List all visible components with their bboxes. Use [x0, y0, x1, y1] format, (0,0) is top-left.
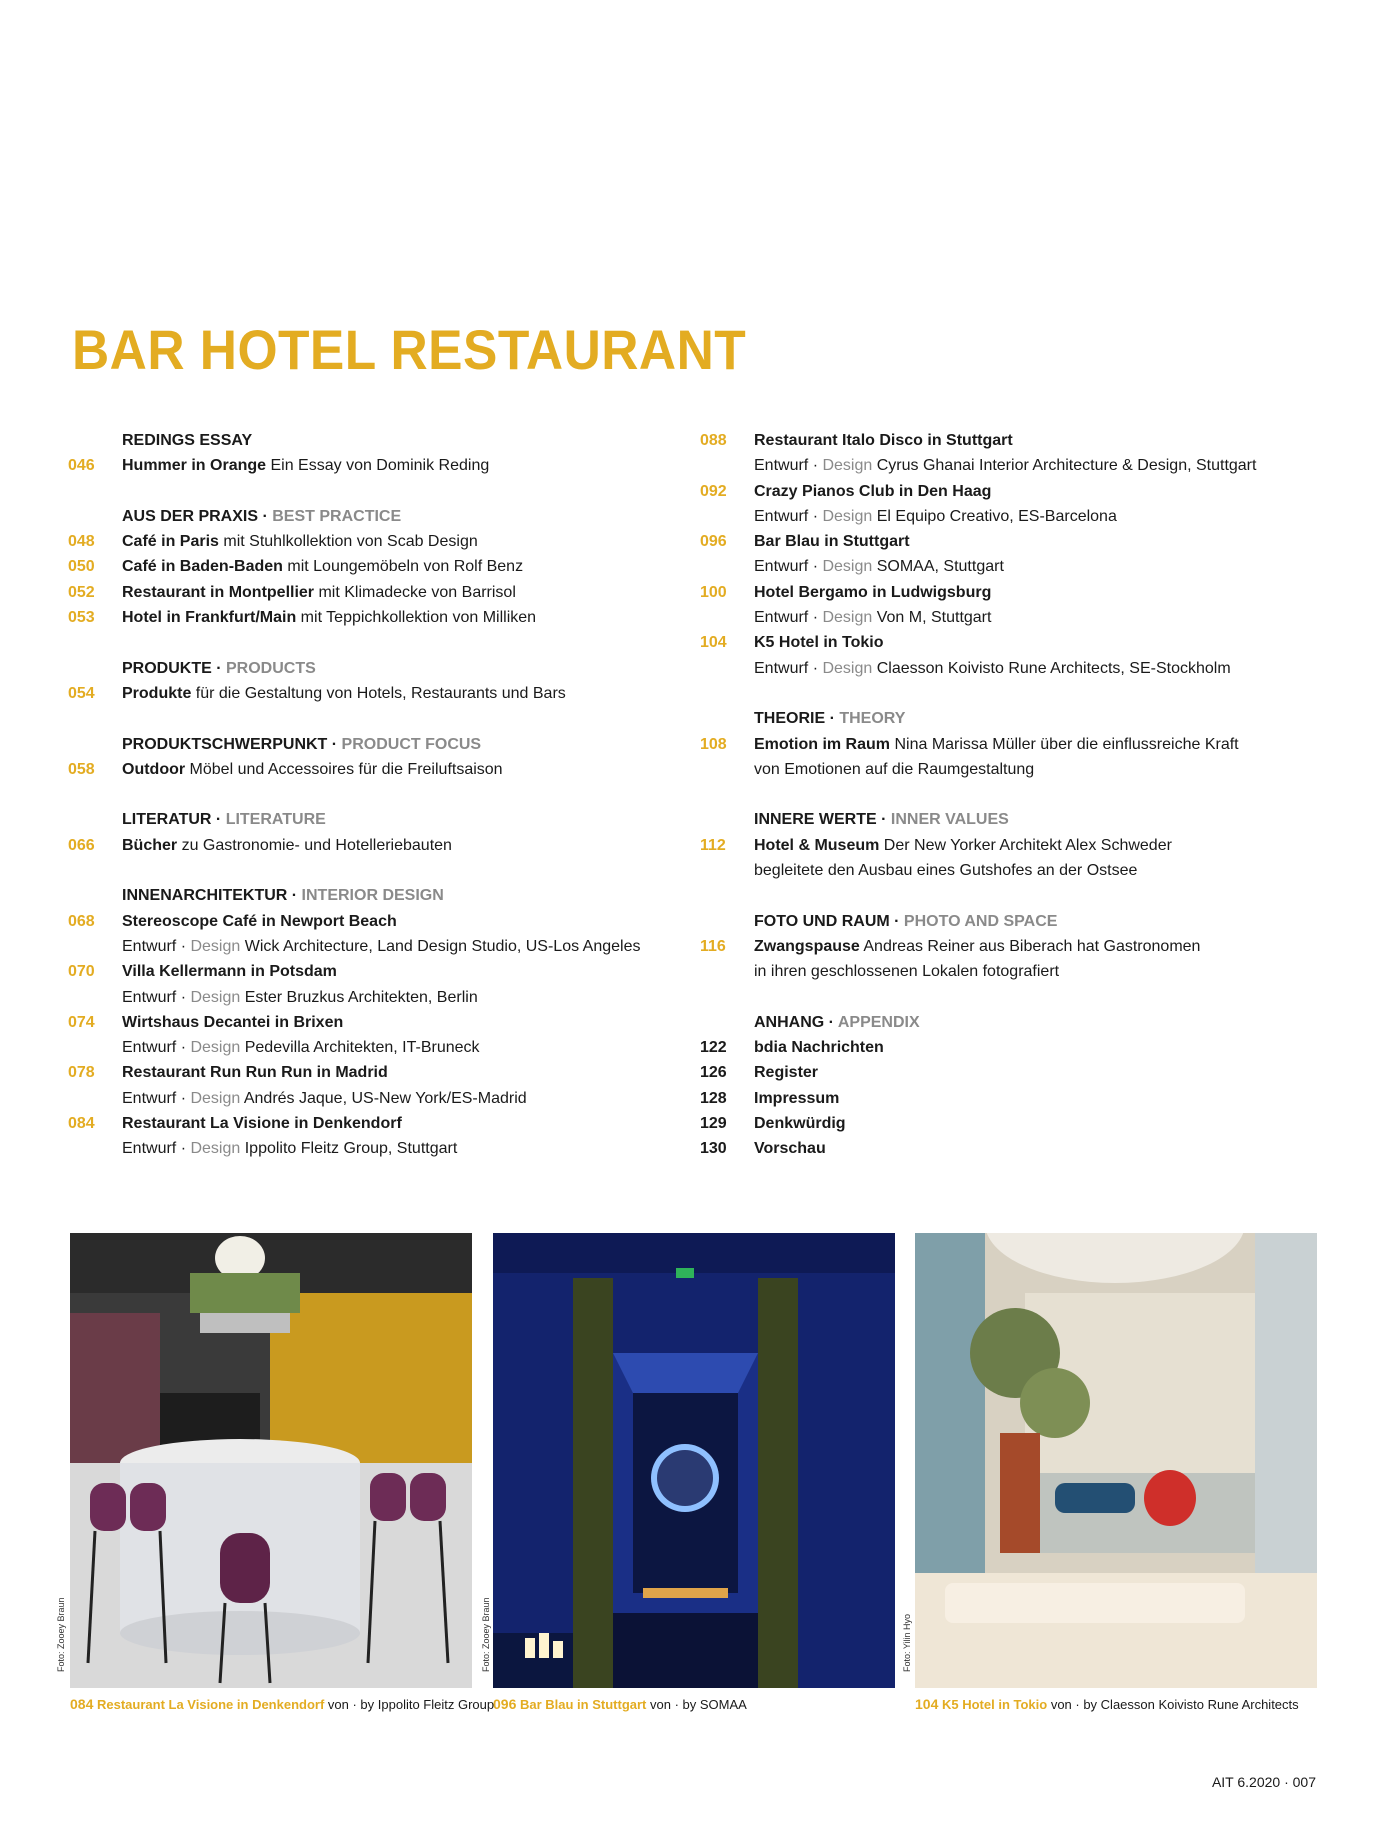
entwurf-label: Entwurf: [754, 558, 809, 576]
toc-entry-text: [122, 554, 523, 579]
caption-number: 104: [915, 1696, 939, 1712]
separator: ·: [258, 507, 273, 525]
toc-design-credit: [700, 453, 1340, 478]
separator: ·: [808, 659, 823, 677]
page-number: 116: [700, 937, 726, 955]
toc-entry: [68, 453, 668, 478]
toc-design-credit: [700, 656, 1340, 681]
photo-caption: [70, 1696, 494, 1712]
page-number: 048: [68, 533, 95, 551]
design-label: Design: [822, 609, 873, 627]
toc-entry-text: [754, 529, 910, 554]
section-heading-text: [754, 909, 1057, 934]
entwurf-label: Entwurf: [122, 1140, 177, 1158]
toc-entry: [700, 1086, 1340, 1111]
continuation-text: in ihren geschlossenen Lokalen fotografiert: [754, 963, 1060, 981]
section-heading: [68, 807, 668, 832]
section-heading-text: [122, 656, 316, 681]
page-number: 053: [68, 609, 95, 627]
spacer: [68, 630, 668, 655]
section-title-de: REDINGS ESSAY: [122, 432, 253, 449]
entry-title: Register: [754, 1064, 819, 1082]
entry-title: Vorschau: [754, 1140, 826, 1158]
entry-title: Hotel & Museum: [754, 836, 880, 854]
toc-entry: [700, 833, 1340, 858]
caption-number: 084: [70, 1696, 94, 1712]
separator: ·: [211, 659, 226, 677]
toc-entry-text: [754, 428, 1013, 453]
section-heading: [700, 807, 1340, 832]
section-title-en: PHOTO AND SPACE: [903, 912, 1058, 930]
page-number: 050: [68, 558, 95, 576]
caption-description: von · by Ippolito Fleitz Group: [324, 1697, 495, 1712]
entry-title: Produkte: [122, 684, 192, 702]
toc-entry-text: [754, 1035, 884, 1060]
toc-entry-text: [754, 732, 1239, 757]
entry-title: Hotel in Frankfurt/Main: [122, 609, 297, 627]
entry-title: Stereoscope Café in Newport Beach: [122, 912, 397, 930]
design-credit-text: [122, 985, 478, 1010]
toc-design-credit: [700, 504, 1340, 529]
toc-entry: [68, 1060, 668, 1085]
design-label: Design: [190, 1039, 241, 1057]
page-number: 130: [700, 1140, 727, 1158]
page-number: 058: [68, 760, 95, 778]
separator: ·: [176, 937, 191, 955]
section-heading-text: [122, 732, 481, 757]
toc-entry: [68, 529, 668, 554]
entry-title: Café in Paris: [122, 533, 219, 551]
entry-description: Der New Yorker Architekt Alex Schweder: [879, 836, 1172, 854]
design-credit-text: [754, 605, 991, 630]
designer-name: El Equipo Creativo, ES-Barcelona: [872, 507, 1117, 525]
toc-entry-text: [122, 833, 452, 858]
entry-title: Restaurant in Montpellier: [122, 583, 315, 601]
toc-entry-text: [754, 580, 991, 605]
entry-title: K5 Hotel in Tokio: [754, 634, 884, 652]
entry-description: Ein Essay von Dominik Reding: [266, 457, 490, 475]
spacer: [68, 706, 668, 731]
entry-description: zu Gastronomie- und Hotelleriebauten: [177, 836, 452, 854]
design-label: Design: [822, 659, 873, 677]
section-title-en: INTERIOR DESIGN: [301, 887, 444, 905]
design-label: Design: [190, 1089, 241, 1107]
page-number: 074: [68, 1013, 95, 1031]
section-title-de: AUS DER PRAXIS: [122, 507, 259, 525]
separator: ·: [889, 912, 904, 930]
entry-description: Andreas Reiner aus Biberach hat Gastronomen: [859, 937, 1201, 955]
section-heading-text: [122, 428, 252, 453]
caption-number: 096: [493, 1696, 517, 1712]
toc-left-column: [68, 428, 668, 1162]
page-title: BAR HOTEL RESTAURANT: [72, 318, 747, 381]
page-number: 068: [68, 912, 95, 930]
design-label: Design: [822, 457, 873, 475]
toc-entry-text: [122, 959, 337, 984]
caption-title: Restaurant La Visione in Denkendorf: [96, 1697, 325, 1712]
separator: ·: [876, 811, 891, 829]
separator: ·: [176, 1039, 191, 1057]
entry-description: mit Teppichkollektion von Milliken: [296, 609, 537, 627]
entry-title: Restaurant Italo Disco in Stuttgart: [754, 432, 1013, 449]
design-label: Design: [822, 558, 873, 576]
page-number: 092: [700, 482, 727, 500]
toc-design-credit: [700, 605, 1340, 630]
toc-entry-continuation: [700, 757, 1340, 782]
entry-description: mit Loungemöbeln von Rolf Benz: [282, 558, 524, 576]
toc-entry: [68, 605, 668, 630]
toc-entry-text: [122, 580, 516, 605]
entry-title: Restaurant Run Run Run in Madrid: [122, 1064, 388, 1082]
section-heading: [68, 428, 668, 453]
separator: ·: [808, 558, 823, 576]
page-number: 104: [700, 634, 727, 652]
entry-title: Outdoor: [122, 760, 186, 778]
toc-design-credit: [68, 934, 668, 959]
section-title-de: LITERATUR: [122, 811, 212, 829]
page-number: 100: [700, 583, 727, 601]
toc-design-credit: [68, 1136, 668, 1161]
toc-entry-text: [754, 1086, 839, 1111]
toc-entry-text: [754, 1060, 818, 1085]
entry-title: Crazy Pianos Club in Den Haag: [754, 482, 992, 500]
entwurf-label: Entwurf: [122, 1039, 177, 1057]
toc-entry-text: [122, 529, 478, 554]
page-number: 122: [700, 1039, 727, 1057]
separator: ·: [808, 457, 823, 475]
designer-name: SOMAA, Stuttgart: [872, 558, 1004, 576]
page-number: 066: [68, 836, 95, 854]
section-title-de: INNERE WERTE: [754, 811, 877, 829]
section-title-de: INNENARCHITEKTUR: [122, 887, 288, 905]
section-heading: [68, 656, 668, 681]
page-number: 128: [700, 1089, 727, 1107]
toc-design-credit: [68, 1086, 668, 1111]
section-heading-text: [754, 1010, 920, 1035]
photo-credit: Foto: Yilin Hyo: [902, 1613, 912, 1672]
spacer: [700, 782, 1340, 807]
entry-description: mit Klimadecke von Barrisol: [314, 583, 516, 601]
entry-title: Wirtshaus Decantei in Brixen: [122, 1013, 344, 1031]
entry-title: Denkwürdig: [754, 1115, 846, 1133]
design-label: Design: [190, 1140, 241, 1158]
page-number: 129: [700, 1115, 727, 1133]
toc-entry: [700, 732, 1340, 757]
entry-title: Restaurant La Visione in Denkendorf: [122, 1115, 402, 1133]
toc-design-credit: [68, 1035, 668, 1060]
design-label: Design: [822, 507, 873, 525]
toc-entry: [700, 1111, 1340, 1136]
separator: ·: [808, 609, 823, 627]
page-number: 096: [700, 533, 727, 551]
photo-restaurant-la-visione: [70, 1233, 472, 1688]
designer-name: Pedevilla Architekten, IT-Bruneck: [240, 1039, 480, 1057]
toc-entry-text: [754, 833, 1172, 858]
toc-entry: [68, 833, 668, 858]
toc-entry: [68, 757, 668, 782]
page-footer: AIT 6.2020 · 007: [1211, 1774, 1316, 1790]
toc-design-credit: [68, 985, 668, 1010]
design-credit-text: [122, 1086, 527, 1111]
section-heading: [68, 504, 668, 529]
caption-title: K5 Hotel in Tokio: [941, 1697, 1048, 1712]
design-credit-text: [754, 656, 1231, 681]
caption-description: von · by SOMAA: [646, 1697, 747, 1712]
section-heading-text: [754, 706, 905, 731]
entwurf-label: Entwurf: [754, 457, 809, 475]
section-heading: [68, 883, 668, 908]
toc-entry: [700, 934, 1340, 959]
continuation-text: von Emotionen auf die Raumgestaltung: [754, 760, 1035, 778]
toc-entry: [700, 1060, 1340, 1085]
page-number: 078: [68, 1064, 95, 1082]
section-title-en: APPENDIX: [837, 1013, 920, 1031]
separator: ·: [824, 1013, 838, 1031]
photo-k5-hotel: [915, 1233, 1317, 1688]
entwurf-label: Entwurf: [122, 1089, 177, 1107]
photo-credit: Foto: Zooey Braun: [481, 1597, 491, 1672]
page-number: 112: [700, 836, 726, 854]
section-heading: [700, 1010, 1340, 1035]
toc-entry-text: [122, 757, 503, 782]
spacer: [700, 985, 1340, 1010]
page-number: 054: [68, 684, 95, 702]
toc-entry: [68, 1010, 668, 1035]
designer-name: Wick Architecture, Land Design Studio, US-Los Angeles: [240, 937, 641, 955]
entry-title: Bar Blau in Stuttgart: [754, 533, 910, 551]
section-title-en: PRODUCTS: [226, 659, 316, 677]
section-title-de: PRODUKTE: [122, 659, 212, 677]
section-title-de: PRODUKTSCHWERPUNKT: [122, 735, 328, 753]
page-number: 070: [68, 963, 95, 981]
entry-title: Bücher: [122, 836, 178, 854]
page-number: 084: [68, 1115, 95, 1133]
entry-title: bdia Nachrichten: [754, 1039, 884, 1057]
page-number: 052: [68, 583, 95, 601]
entry-title: Café in Baden-Baden: [122, 558, 283, 576]
toc-entry: [700, 580, 1340, 605]
design-label: Design: [190, 988, 241, 1006]
toc-entry: [700, 479, 1340, 504]
spacer: [700, 883, 1340, 908]
toc-entry-text: [122, 909, 397, 934]
caption-title: Bar Blau in Stuttgart: [519, 1697, 647, 1712]
designer-name: Ester Bruzkus Architekten, Berlin: [240, 988, 478, 1006]
designer-name: Ippolito Fleitz Group, Stuttgart: [240, 1140, 458, 1158]
toc-entry-text: [122, 681, 566, 706]
toc-entry-continuation: [700, 959, 1340, 984]
entwurf-label: Entwurf: [754, 659, 809, 677]
entwurf-label: Entwurf: [122, 937, 177, 955]
section-heading-text: [122, 883, 444, 908]
toc-entry-text: [122, 453, 489, 478]
toc-entry-text: [754, 1136, 826, 1161]
toc-entry-text: [122, 1010, 343, 1035]
entry-title: Hotel Bergamo in Ludwigsburg: [754, 583, 992, 601]
entwurf-label: Entwurf: [754, 609, 809, 627]
toc-entry-text: [754, 934, 1200, 959]
toc-entry: [68, 580, 668, 605]
spacer: [68, 782, 668, 807]
toc-entry-text: [122, 1111, 402, 1136]
entry-title: Zwangspause: [754, 937, 860, 955]
toc-entry-continuation: [700, 858, 1340, 883]
toc-entry: [700, 529, 1340, 554]
section-heading-text: [122, 504, 401, 529]
page-number: 126: [700, 1064, 727, 1082]
page-number: 088: [700, 432, 727, 449]
photo-credit: Foto: Zooey Braun: [56, 1597, 66, 1672]
separator: ·: [176, 988, 191, 1006]
toc-entry-text: [122, 605, 536, 630]
designer-name: Cyrus Ghanai Interior Architecture & Design, Stuttgart: [872, 457, 1257, 475]
entry-description: Möbel und Accessoires für die Freiluftsaison: [185, 760, 503, 778]
separator: ·: [808, 507, 823, 525]
section-title-de: FOTO UND RAUM: [754, 912, 890, 930]
toc-entry: [68, 959, 668, 984]
toc-entry-text: [122, 1060, 388, 1085]
designer-name: Von M, Stuttgart: [872, 609, 992, 627]
photo-caption: [915, 1696, 1299, 1712]
spacer: [700, 681, 1340, 706]
entry-description: Nina Marissa Müller über die einflussreiche Kraft: [890, 735, 1239, 753]
entwurf-label: Entwurf: [122, 988, 177, 1006]
design-credit-text: [754, 504, 1117, 529]
toc-entry: [700, 630, 1340, 655]
design-credit-text: [122, 1035, 480, 1060]
entwurf-label: Entwurf: [754, 507, 809, 525]
section-title-en: LITERATURE: [225, 811, 326, 829]
section-title-en: INNER VALUES: [890, 811, 1009, 829]
caption-description: von · by Claesson Koivisto Rune Architects: [1047, 1697, 1299, 1712]
section-heading: [700, 706, 1340, 731]
toc-entry-text: [754, 630, 883, 655]
page-number: 108: [700, 735, 727, 753]
separator: ·: [176, 1089, 191, 1107]
design-label: Design: [190, 937, 241, 955]
design-credit-text: [122, 1136, 457, 1161]
designer-name: Andrés Jaque, US-New York/ES-Madrid: [240, 1089, 527, 1107]
section-heading: [68, 732, 668, 757]
entry-title: Villa Kellermann in Potsdam: [122, 963, 337, 981]
separator: ·: [825, 710, 840, 728]
toc-design-credit: [700, 554, 1340, 579]
toc-entry-text: [754, 1111, 846, 1136]
toc-entry: [68, 554, 668, 579]
continuation-text: begleitete den Ausbau eines Gutshofes an der Ostsee: [754, 862, 1138, 880]
section-heading-text: [754, 807, 1009, 832]
toc-entry: [68, 909, 668, 934]
spacer: [68, 479, 668, 504]
section-title-en: PRODUCT FOCUS: [341, 735, 482, 753]
separator: ·: [327, 735, 342, 753]
toc-entry-text: [754, 479, 991, 504]
section-heading: [700, 909, 1340, 934]
photo-bar-blau: [493, 1233, 895, 1688]
toc-entry: [68, 681, 668, 706]
designer-name: Claesson Koivisto Rune Architects, SE-Stockholm: [872, 659, 1231, 677]
spacer: [68, 858, 668, 883]
entry-description: für die Gestaltung von Hotels, Restaurants und Bars: [191, 684, 566, 702]
page-number: 046: [68, 457, 95, 475]
toc-entry: [700, 1136, 1340, 1161]
section-title-en: BEST PRACTICE: [272, 507, 402, 525]
entry-title: Impressum: [754, 1089, 840, 1107]
separator: ·: [211, 811, 226, 829]
separator: ·: [287, 887, 302, 905]
design-credit-text: [754, 453, 1256, 478]
toc-entry: [700, 428, 1340, 453]
section-heading-text: [122, 807, 326, 832]
separator: ·: [176, 1140, 191, 1158]
section-title-en: THEORY: [839, 710, 906, 728]
toc-entry: [700, 1035, 1340, 1060]
entry-title: Emotion im Raum: [754, 735, 891, 753]
entry-description: mit Stuhlkollektion von Scab Design: [218, 533, 478, 551]
toc-entry: [68, 1111, 668, 1136]
design-credit-text: [754, 554, 1004, 579]
section-title-de: THEORIE: [754, 710, 826, 728]
toc-right-column: [700, 428, 1340, 1162]
entry-title: Hummer in Orange: [122, 457, 267, 475]
section-title-de: ANHANG: [754, 1013, 825, 1031]
photo-caption: [493, 1696, 747, 1712]
design-credit-text: [122, 934, 640, 959]
